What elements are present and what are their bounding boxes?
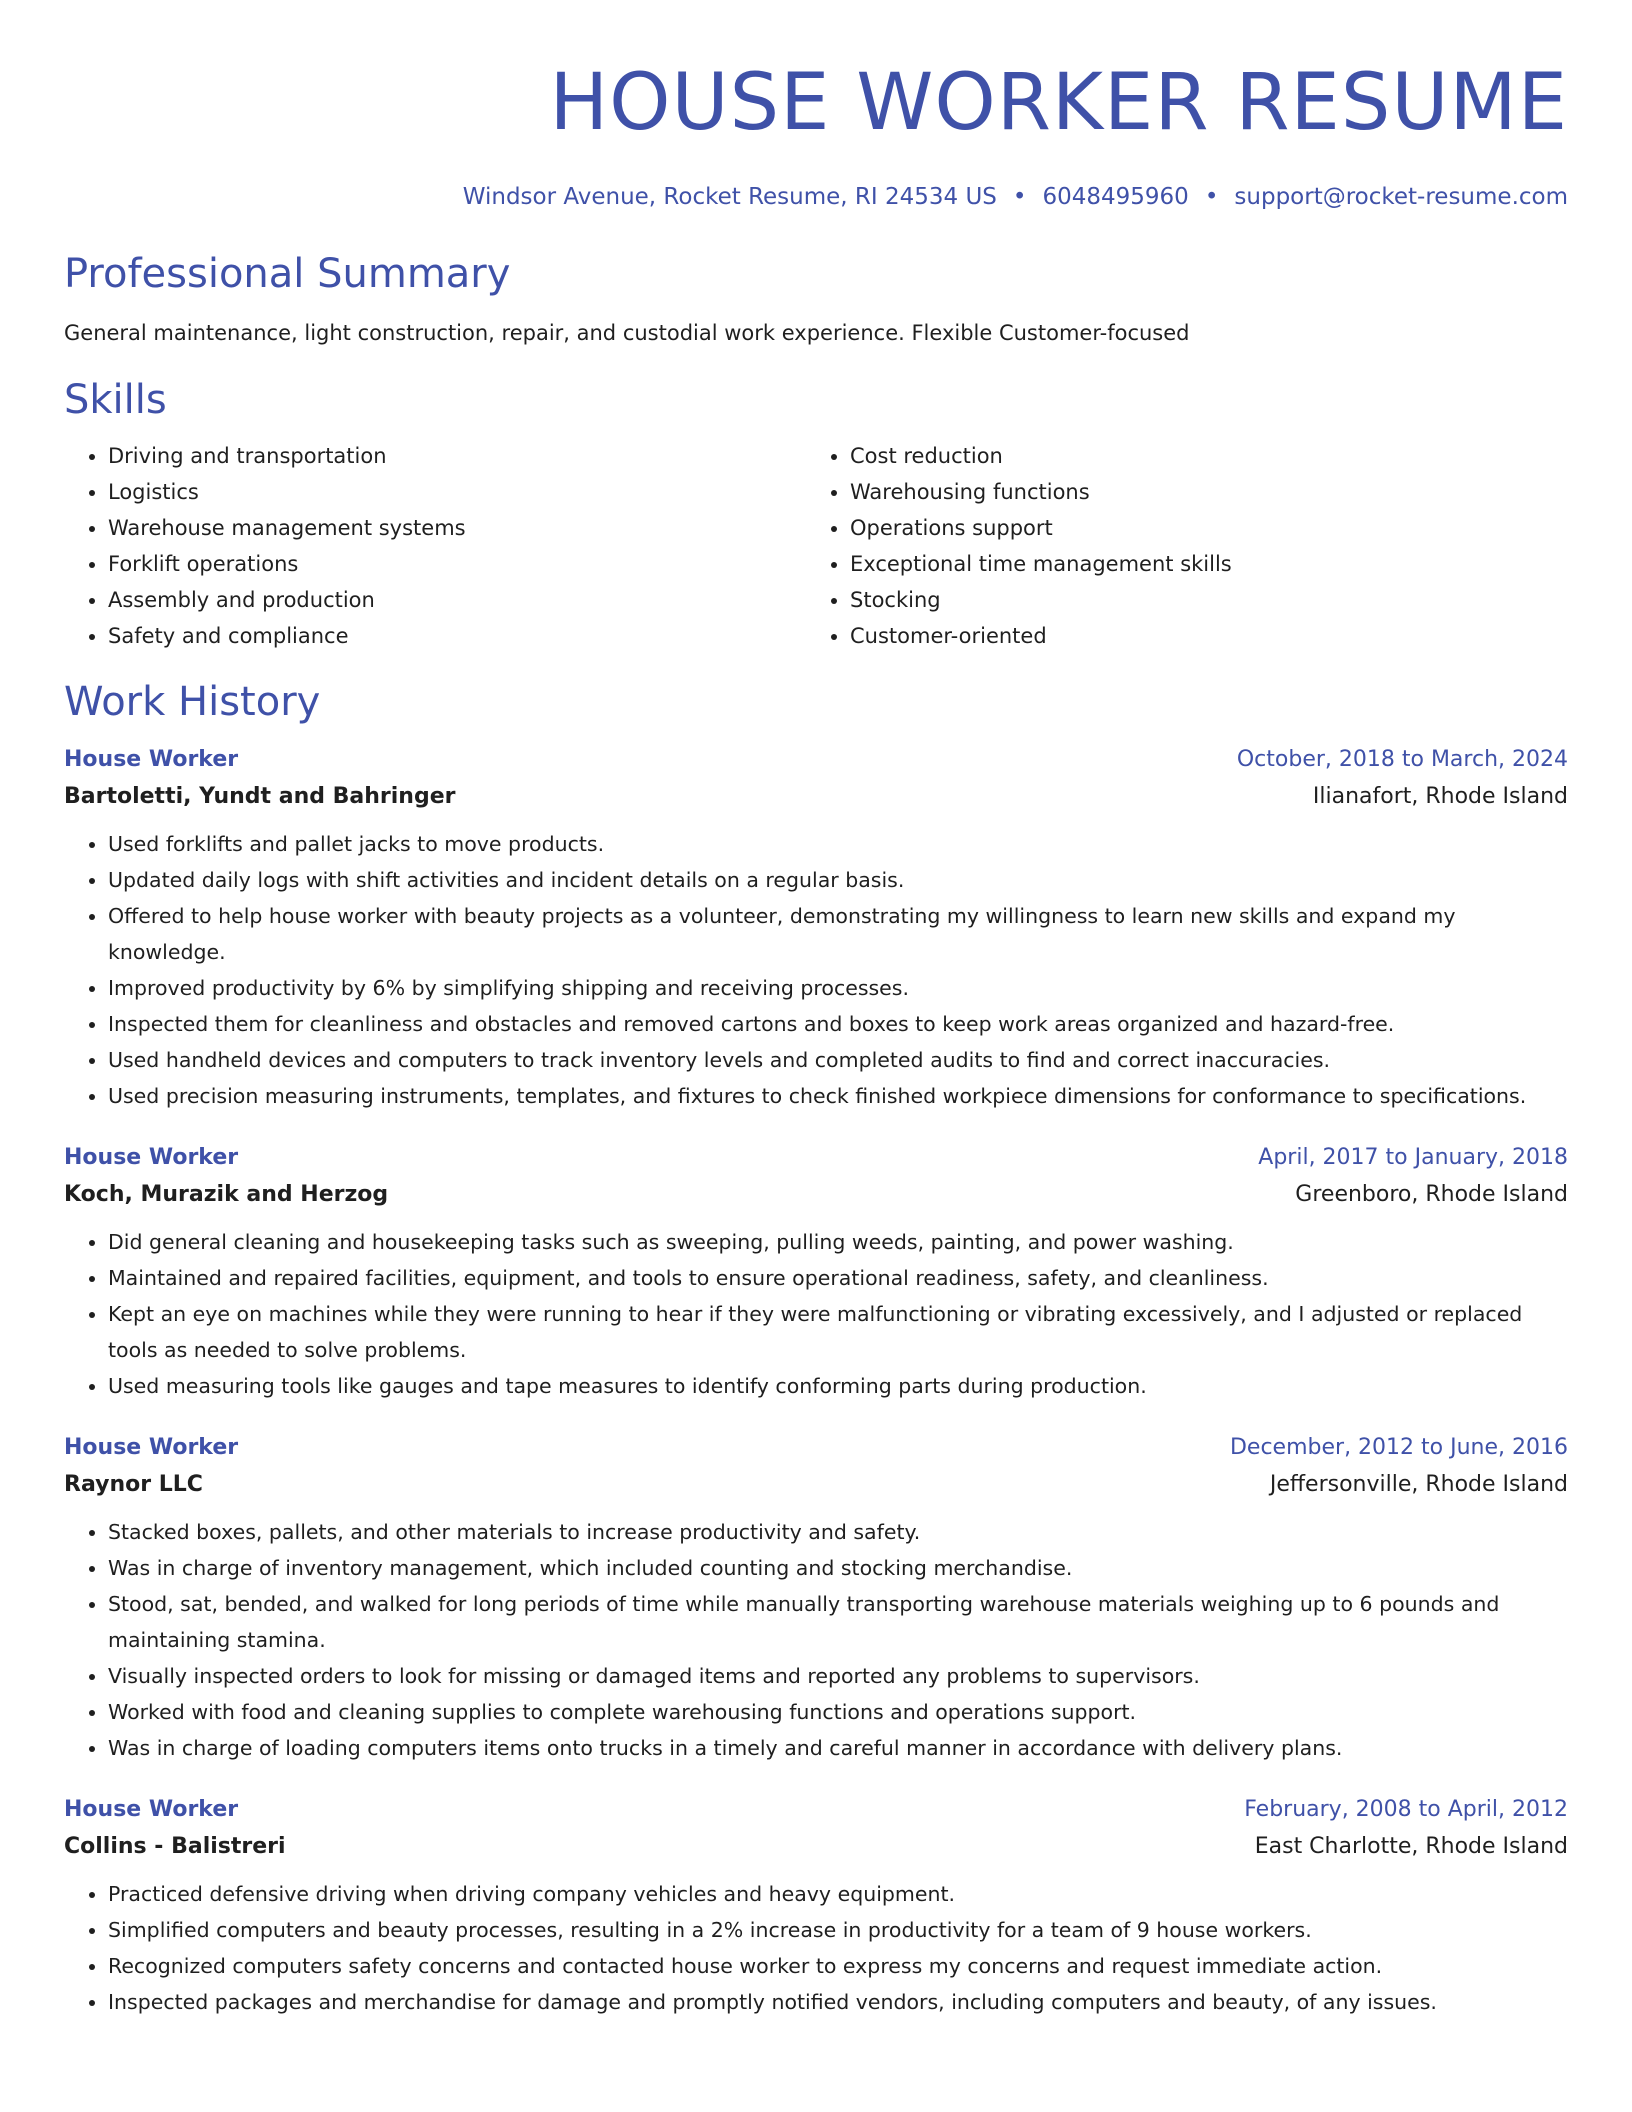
job-bullet: • Updated daily logs with shift activities and incident details on a regular basis. <box>108 862 1568 898</box>
summary-heading: Professional Summary <box>64 251 511 297</box>
job-bullet: • Inspected packages and merchandise for damage and promptly notified vendors, including computers and beauty, of any issues. <box>108 1984 1568 2020</box>
work-history-heading: Work History <box>64 679 321 725</box>
job-header-row <box>64 1792 1568 1828</box>
contact-line <box>64 182 1568 212</box>
skill-item: • Forklift operations <box>108 546 806 582</box>
job-header-row <box>64 1140 1568 1176</box>
job-entry <box>64 742 1568 1114</box>
job-dates: December, 2012 to June, 2016 <box>1229 1435 1568 1460</box>
job-bullet: • Was in charge of loading computers items onto trucks in a timely and careful manner in accordance with delivery plans. <box>108 1730 1568 1766</box>
job-bullet: • Inspected them for cleanliness and obstacles and removed cartons and boxes to keep work areas organized and hazard-free. <box>108 1006 1568 1042</box>
job-bullet: • Visually inspected orders to look for missing or damaged items and reported any problems to supervisors. <box>108 1658 1568 1694</box>
job-bullet: • Practiced defensive driving when driving company vehicles and heavy equipment. <box>108 1876 1568 1912</box>
job-company: Koch, Murazik and Herzog <box>64 1182 389 1207</box>
skills-heading: Skills <box>64 377 167 423</box>
job-bullet: • Used forklifts and pallet jacks to move products. <box>108 826 1568 862</box>
job-location: East Charlotte, Rhode Island <box>1254 1834 1568 1859</box>
job-company: Raynor LLC <box>64 1472 203 1497</box>
skills-column-left <box>64 438 806 654</box>
job-header-row <box>64 742 1568 778</box>
job-bullets <box>64 1514 1568 1766</box>
job-bullets <box>64 1224 1568 1404</box>
job-bullet: • Improved productivity by 6% by simplifying shipping and receiving processes. <box>108 970 1568 1006</box>
job-bullet: • Worked with food and cleaning supplies to complete warehousing functions and operations support. <box>108 1694 1568 1730</box>
skill-item: • Assembly and production <box>108 582 806 618</box>
job-dates: October, 2018 to March, 2024 <box>1236 747 1568 772</box>
job-company: Bartoletti, Yundt and Bahringer <box>64 784 456 809</box>
job-company: Collins - Balistreri <box>64 1834 286 1859</box>
resume-title: HOUSE WORKER RESUME <box>549 58 1568 148</box>
summary-text: General maintenance, light construction, repair, and custodial work experience. Flexible Customer-focused <box>64 321 1190 345</box>
job-entry <box>64 1792 1568 2020</box>
job-bullets <box>64 1876 1568 2020</box>
job-employer-row <box>64 1176 1568 1214</box>
job-location: Ilianafort, Rhode Island <box>1312 784 1568 809</box>
skills-list <box>64 438 1568 654</box>
job-bullet: • Was in charge of inventory management, which included counting and stocking merchandise. <box>108 1550 1568 1586</box>
job-title: House Worker <box>64 1145 239 1170</box>
job-employer-row <box>64 778 1568 816</box>
contact-address: Windsor Avenue, Rocket Resume, RI 24534 US <box>462 184 997 210</box>
job-bullet: • Maintained and repaired facilities, equipment, and tools to ensure operational readiness, safety, and cleanliness. <box>108 1260 1568 1296</box>
skill-item: • Logistics <box>108 474 806 510</box>
job-bullet: • Used precision measuring instruments, templates, and fixtures to check finished workpiece dimensions for conformance to specifications. <box>108 1078 1568 1114</box>
job-title: House Worker <box>64 1435 239 1460</box>
job-entry <box>64 1430 1568 1766</box>
contact-email: support@rocket-resume.com <box>1234 184 1568 210</box>
skill-item: • Stocking <box>850 582 1548 618</box>
job-bullets <box>64 826 1568 1114</box>
job-entry <box>64 1140 1568 1404</box>
job-bullet: • Did general cleaning and housekeeping tasks such as sweeping, pulling weeds, painting, and power washing. <box>108 1224 1568 1260</box>
skill-item: • Operations support <box>850 510 1548 546</box>
skills-column-right <box>806 438 1548 654</box>
job-bullet: • Offered to help house worker with beauty projects as a volunteer, demonstrating my willingness to learn new skills and expand my knowledge. <box>108 898 1568 970</box>
contact-phone: 6048495960 <box>1042 184 1189 210</box>
job-header-row <box>64 1430 1568 1466</box>
job-dates: April, 2017 to January, 2018 <box>1258 1145 1568 1170</box>
job-bullet: • Used handheld devices and computers to track inventory levels and completed audits to find and correct inaccuracies. <box>108 1042 1568 1078</box>
job-dates: February, 2008 to April, 2012 <box>1244 1797 1568 1822</box>
skill-item: • Cost reduction <box>850 438 1548 474</box>
skill-item: • Driving and transportation <box>108 438 806 474</box>
job-bullet: • Simplified computers and beauty processes, resulting in a 2% increase in productivity for a team of 9 house workers. <box>108 1912 1568 1948</box>
job-bullet: • Kept an eye on machines while they were running to hear if they were malfunctioning or vibrating excessively, and I adjusted or replaced tools as needed to solve problems. <box>108 1296 1568 1368</box>
job-location: Jeffersonville, Rhode Island <box>1269 1472 1568 1497</box>
job-bullet: • Stood, sat, bended, and walked for long periods of time while manually transporting warehouse materials weighing up to 6 pounds and maintaining stamina. <box>108 1586 1568 1658</box>
skill-item: • Warehousing functions <box>850 474 1548 510</box>
skill-item: • Exceptional time management skills <box>850 546 1548 582</box>
skill-item: • Safety and compliance <box>108 618 806 654</box>
contact-separator: • <box>1204 184 1219 210</box>
job-location: Greenboro, Rhode Island <box>1295 1182 1568 1207</box>
contact-separator: • <box>1012 184 1027 210</box>
job-employer-row <box>64 1466 1568 1504</box>
job-employer-row <box>64 1828 1568 1866</box>
skill-item: • Customer-oriented <box>850 618 1548 654</box>
skill-item: • Warehouse management systems <box>108 510 806 546</box>
job-title: House Worker <box>64 747 239 772</box>
job-bullet: • Stacked boxes, pallets, and other materials to increase productivity and safety. <box>108 1514 1568 1550</box>
job-bullet: • Used measuring tools like gauges and tape measures to identify conforming parts during production. <box>108 1368 1568 1404</box>
job-title: House Worker <box>64 1797 239 1822</box>
job-bullet: • Recognized computers safety concerns and contacted house worker to express my concerns and request immediate action. <box>108 1948 1568 1984</box>
